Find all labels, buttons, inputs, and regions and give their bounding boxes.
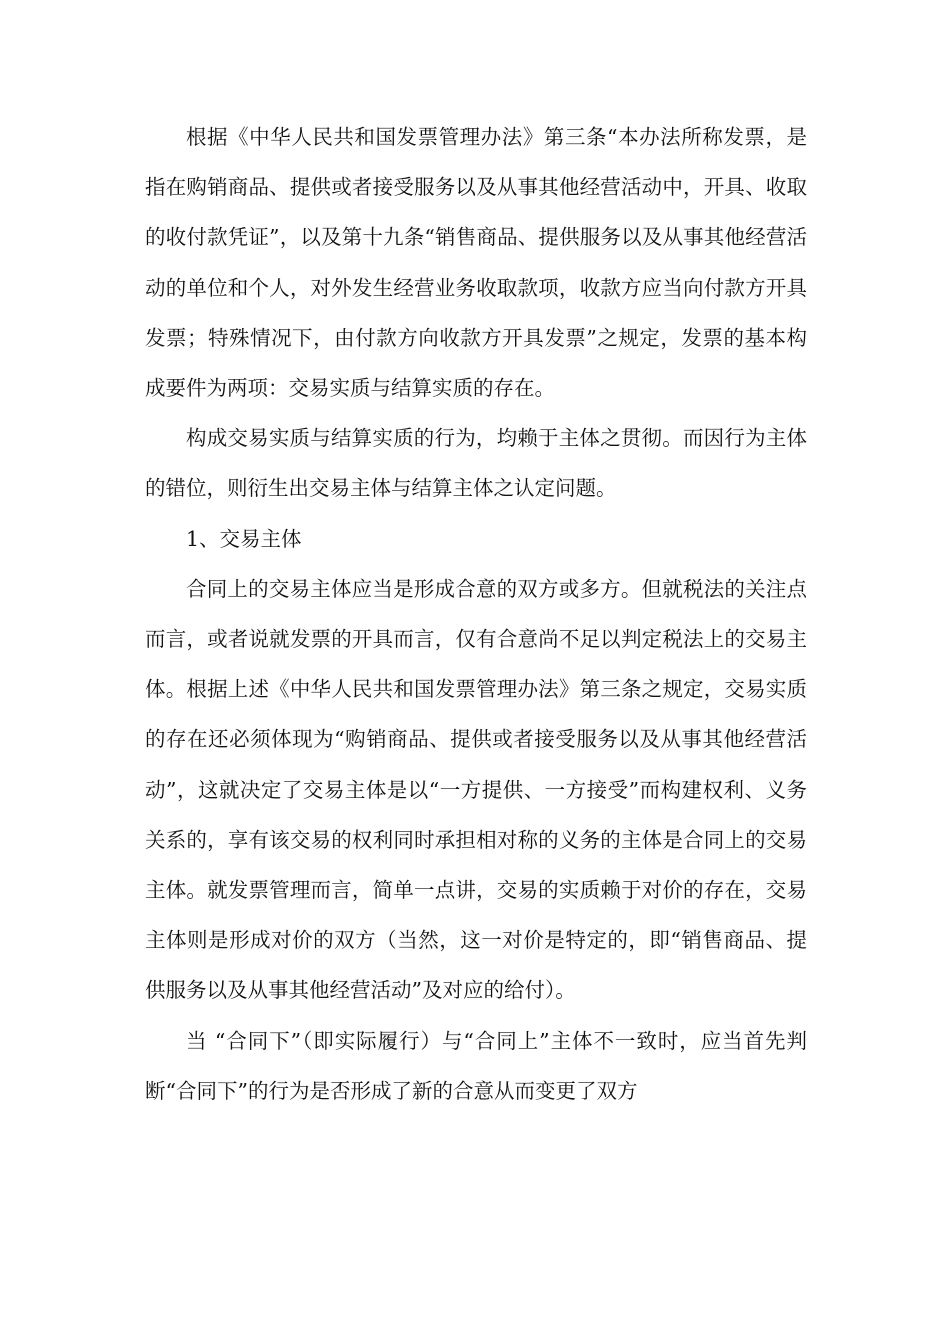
- section-heading-transaction-subject: 1、交易主体: [186, 526, 302, 551]
- paragraph-transaction-subject: 合同上的交易主体应当是形成合意的双方或多方。但就税法的关注点而言，或者说就发票的开具而言，仅有合意尚不足以判定税法上的交易主体。根据上述《中华人民共和国发票管理办法》第三条之规定，交易实质的存在还必须体现为“购销商品、提供或者接受服务以及从事其他经营活动”，这就决定了交易主体是以“一方提供、一方接受”而构建权利、义务关系的，享有该交易的权利同时承担相对称的义务的主体是合同上的交易主体。就发票管理而言，简单一点讲，交易的实质赖于对价的存在，交易主体则是形成对价的双方（当然，这一对价是特定的，即“销售商品、提供服务以及从事其他经营活动”及对应的给付）。: [145, 576, 807, 1003]
- paragraph-subject-dislocation: 构成交易实质与结算实质的行为，均赖于主体之贯彻。而因行为主体的错位，则衍生出交易主体与结算主体之认定问题。: [145, 426, 807, 501]
- document-body: [145, 112, 807, 1116]
- paragraph-contract-mismatch: 当 “合同下”（即实际履行）与“合同上”主体不一致时，应当首先判断“合同下”的行为是否形成了新的合意从而变更了双方: [145, 1028, 807, 1103]
- paragraph-invoice-definition: 根据《中华人民共和国发票管理办法》第三条“本办法所称发票，是指在购销商品、提供或者接受服务以及从事其他经营活动中，开具、收取的收付款凭证”，以及第十九条“销售商品、提供服务以及从事其他经营活动的单位和个人，对外发生经营业务收取款项，收款方应当向付款方开具发票；特殊情况下，由付款方向收款方开具发票”之规定，发票的基本构成要件为两项：交易实质与结算实质的存在。: [145, 125, 807, 401]
